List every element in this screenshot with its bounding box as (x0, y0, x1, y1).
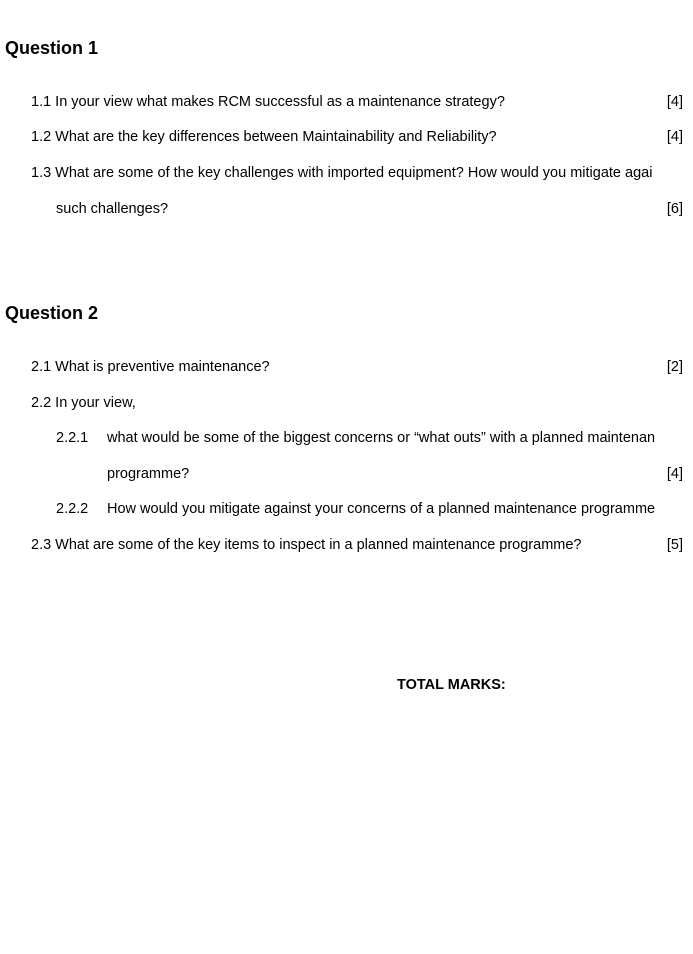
question-2-2-1-continuation: programme? (107, 466, 190, 482)
question-2-1-mark: [2] (666, 359, 683, 375)
question-2-2-1-mark: [4] (666, 466, 683, 482)
question-2-2-1-text: what would be some of the biggest concerns or “what outs” with a planned maintenan (107, 430, 656, 446)
question-2-2-1-number: 2.2.1 (56, 430, 89, 446)
question-2-2-2-number: 2.2.2 (56, 501, 89, 517)
question-2-2-1-line (56, 430, 655, 446)
question-1-1-mark: [4] (666, 94, 683, 110)
question-1-1-text: 1.1 In your view what makes RCM successful as a maintenance strategy? (31, 94, 505, 110)
question-1-heading: Question 1 (5, 38, 99, 58)
question-2-1-text: 2.1 What is preventive maintenance? (31, 359, 270, 375)
question-2-2-text: 2.2 In your view, (31, 395, 136, 411)
question-2-heading: Question 2 (5, 303, 99, 323)
question-1-2-mark: [4] (666, 129, 683, 145)
question-1-3-text: 1.3 What are some of the key challenges with imported equipment? How would you mitigate agai (31, 165, 653, 181)
question-2-3-text: 2.3 What are some of the key items to inspect in a planned maintenance programme? (31, 537, 582, 553)
question-1-3-mark: [6] (666, 201, 683, 217)
question-1-3-continuation: such challenges? (56, 201, 169, 217)
question-2-3-mark: [5] (666, 537, 683, 553)
question-2-2-2-text: How would you mitigate against your concerns of a planned maintenance programme (107, 501, 656, 517)
question-1-2-text: 1.2 What are the key differences between Maintainability and Reliability? (31, 129, 497, 145)
total-marks-label: TOTAL MARKS: (397, 677, 506, 693)
question-2-2-2-line (56, 501, 655, 517)
